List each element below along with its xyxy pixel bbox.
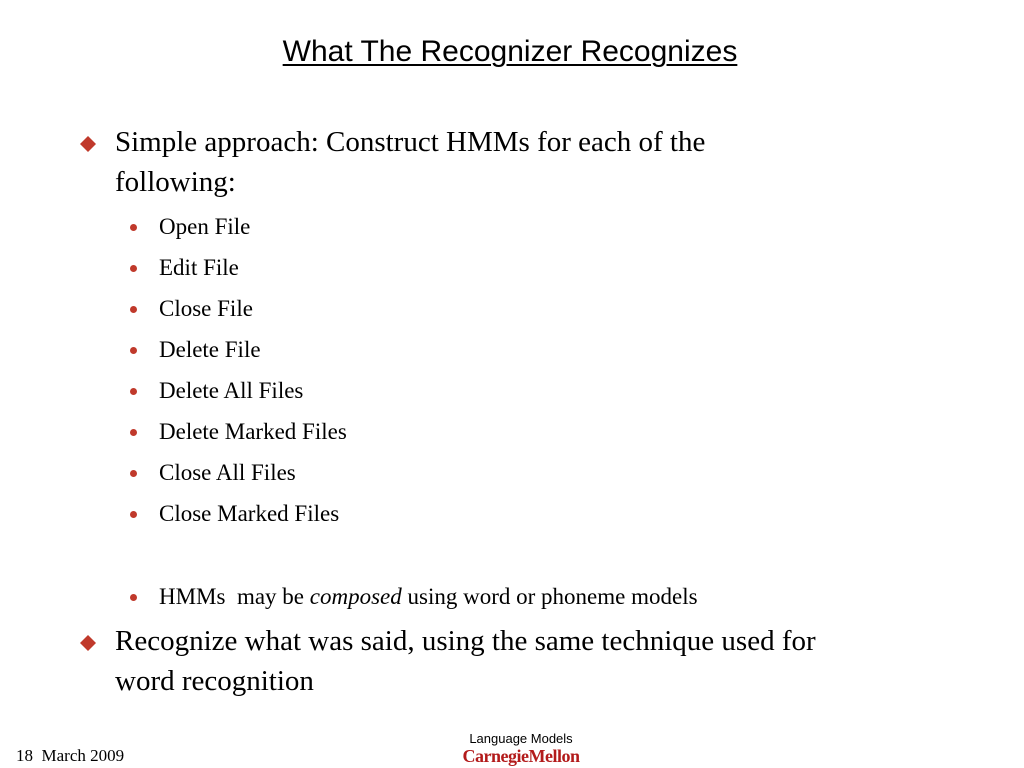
diamond-bullet-icon (79, 634, 97, 652)
round-dot-bullet-icon (130, 265, 137, 272)
bullet-text-line: Simple approach: Construct HMMs for each of the (115, 126, 706, 158)
bullet-text-line: word recognition (115, 665, 314, 697)
sub-item-close-marked-files: Close Marked Files (159, 501, 340, 526)
slide-title: What The Recognizer Recognizes (282, 35, 738, 68)
round-dot-bullet-icon (130, 388, 137, 395)
composed-note-emphasis: composed (309, 584, 402, 609)
bullet-text-line: Recognize what was said, using the same technique used for (115, 625, 816, 657)
footer-branding (446, 731, 596, 766)
round-dot-bullet-icon (130, 347, 137, 354)
round-dot-bullet-icon (130, 429, 137, 436)
sub-item-delete-file: Delete File (159, 337, 261, 362)
round-dot-bullet-icon (130, 470, 137, 477)
sub-item-open-file: Open File (159, 214, 251, 239)
bullet-simple-approach (115, 122, 955, 202)
round-dot-bullet-icon (130, 306, 137, 313)
footer-date: 18 March 2009 (16, 746, 125, 765)
composed-note-after: using word or phoneme models (401, 584, 698, 609)
sub-item-composed-note (159, 583, 698, 611)
sub-item-delete-marked-files: Delete Marked Files (159, 419, 347, 444)
sub-item-close-all-files: Close All Files (159, 460, 296, 485)
round-dot-bullet-icon (130, 511, 137, 518)
bullet-text-line: following: (115, 166, 236, 198)
footer-course-label: Language Models (469, 731, 573, 746)
diamond-bullet-icon (79, 135, 97, 153)
composed-note-before: HMMs may be (159, 584, 310, 609)
carnegie-mellon-logo: CarnegieMellon (462, 746, 580, 766)
round-dot-bullet-icon (130, 224, 137, 231)
bullet-recognize (115, 621, 955, 701)
sub-item-close-file: Close File (159, 296, 253, 321)
round-dot-bullet-icon (130, 594, 137, 601)
sub-item-edit-file: Edit File (159, 255, 239, 280)
sub-item-delete-all-files: Delete All Files (159, 378, 304, 403)
